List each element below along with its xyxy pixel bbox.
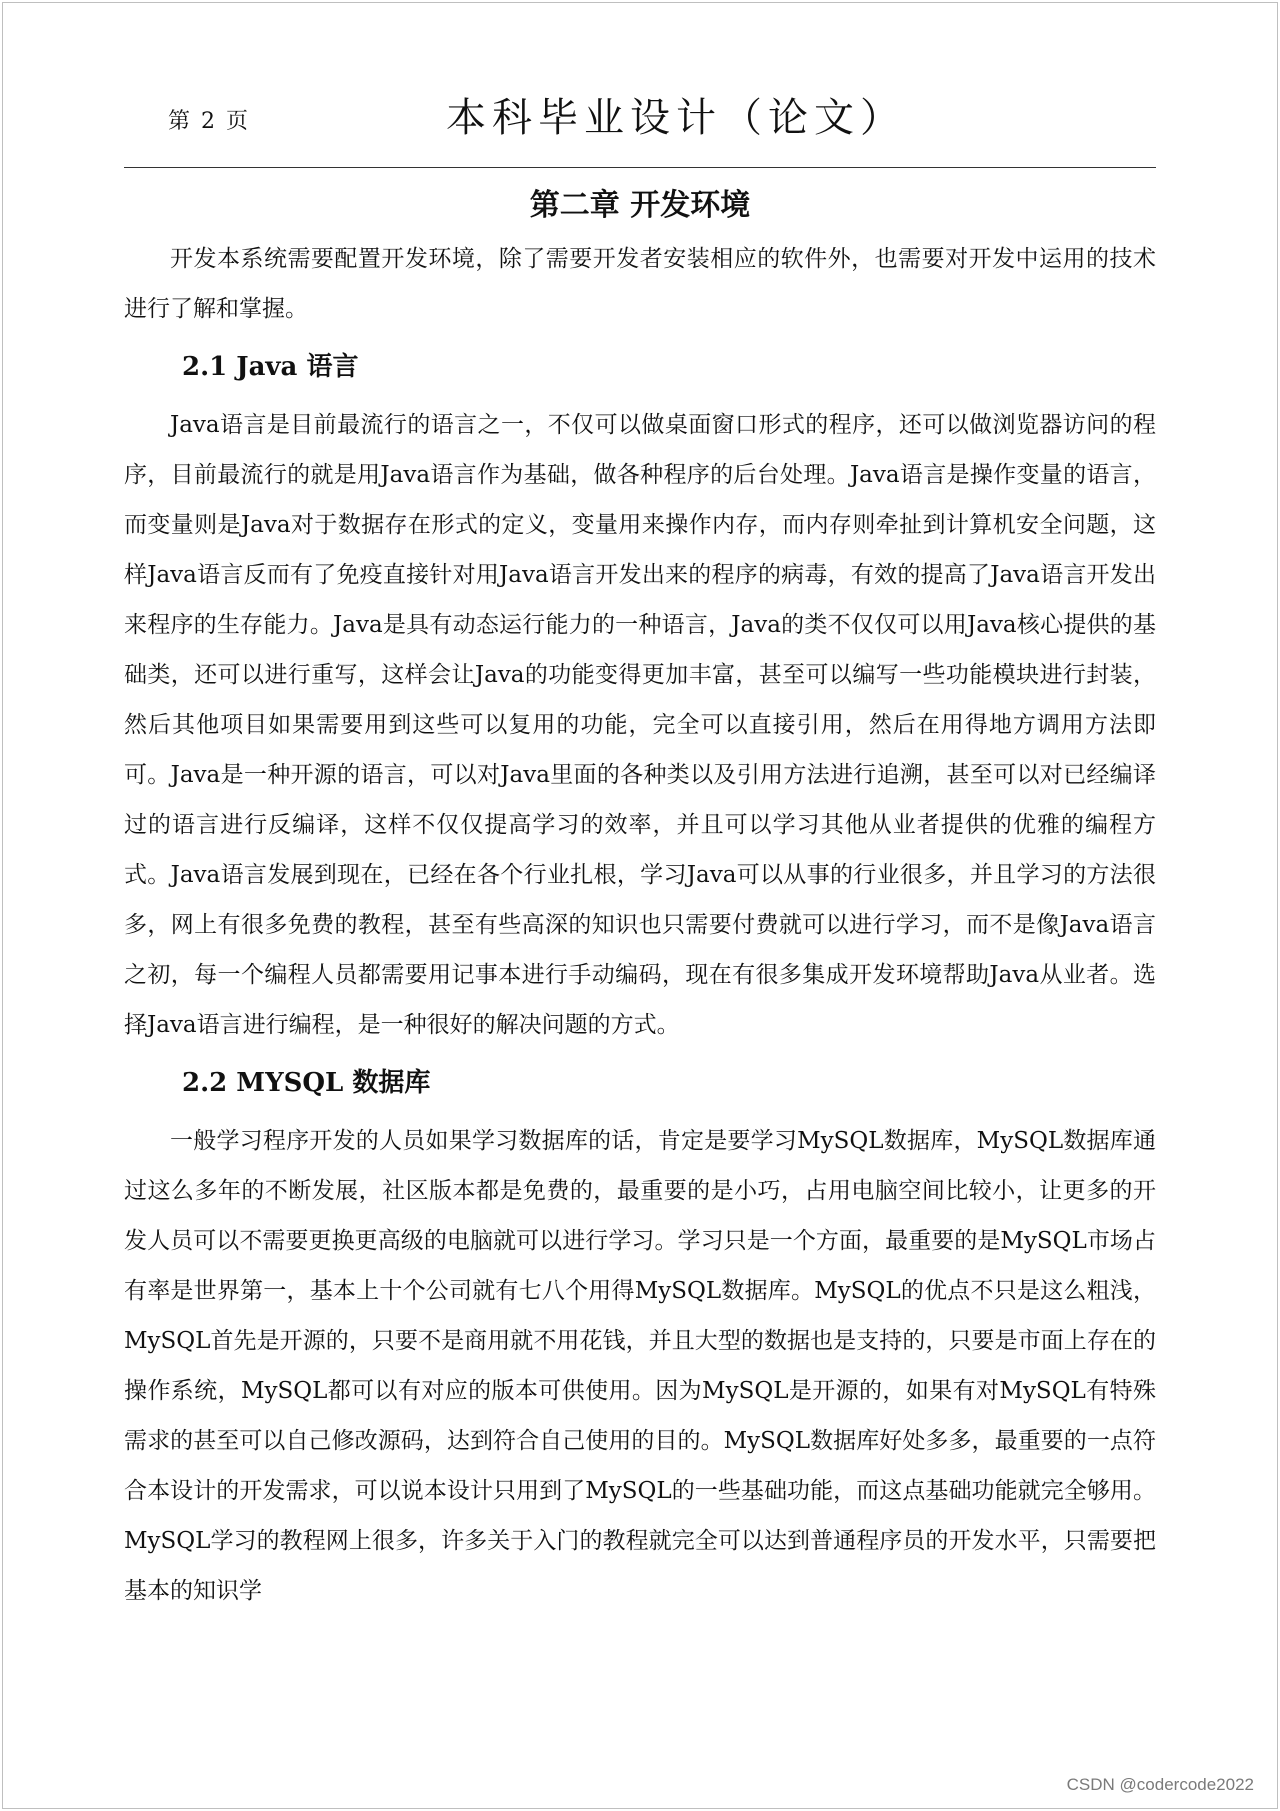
csdn-watermark: CSDN @codercode2022 bbox=[1066, 1775, 1254, 1794]
page-content bbox=[124, 178, 1156, 1616]
header-divider bbox=[124, 167, 1156, 168]
section-title-mysql: 2.2 MYSQL 数据库 bbox=[182, 1068, 431, 1098]
chapter-title: 第二章 开发环境 bbox=[529, 188, 751, 223]
section-body-mysql: 一般学习程序开发的人员如果学习数据库的话，肯定是要学习MySQL数据库，MySQL数据库通过这么多年的不断发展，社区版本都是免费的，最重要的是小巧，占用电脑空间比较小，让更多的开发人员可以不需要更换更高级的电脑就可以进行学习。学习只是一个方面，最重要的是MySQL市场占有率是世界第一，基本上十个公司就有七八个用得MySQL数据库。MySQL的优点不只是这么粗浅，MySQL首先是开源的，只要不是商用就不用花钱，并且大型的数据也是支持的，只要是市面上存在的操作系统，MySQL都可以有对应的版本可供使用。因为MySQL是开源的，如果有对MySQL有特殊需求的甚至可以自己修改源码，达到符合自己使用的目的。MySQL数据库好处多多，最重要的一点符合本设计的开发需求，可以说本设计只用到了MySQL的一些基础功能，而这点基础功能就完全够用。MySQL学习的教程网上很多，许多关于入门的教程就完全可以达到普通程序员的开发水平，只需要把基本的知识学 bbox=[124, 1128, 1156, 1604]
section-title-java: 2.1 Java 语言 bbox=[182, 352, 359, 382]
chapter-intro-paragraph: 开发本系统需要配置开发环境，除了需要开发者安装相应的软件外，也需要对开发中运用的技术进行了解和掌握。 bbox=[124, 246, 1156, 322]
header-title: 本科毕业设计（论文） bbox=[446, 95, 906, 141]
section-body-java: Java语言是目前最流行的语言之一，不仅可以做桌面窗口形式的程序，还可以做浏览器访问的程序，目前最流行的就是用Java语言作为基础，做各种程序的后台处理。Java语言是操作变量的语言，而变量则是Java对于数据存在形式的定义，变量用来操作内存，而内存则牵扯到计算机安全问题，这样Java语言反而有了免疫直接针对用Java语言开发出来的程序的病毒，有效的提高了Java语言开发出来程序的生存能力。Java是具有动态运行能力的一种语言，Java的类不仅仅可以用Java核心提供的基础类，还可以进行重写，这样会让Java的功能变得更加丰富，甚至可以编写一些功能模块进行封装，然后其他项目如果需要用到这些可以复用的功能，完全可以直接引用，然后在用得地方调用方法即可。Java是一种开源的语言，可以对Java里面的各种类以及引用方法进行追溯，甚至可以对已经编译过的语言进行反编译，这样不仅仅提高学习的效率，并且可以学习其他从业者提供的优雅的编程方式。Java语言发展到现在，已经在各个行业扎根，学习Java可以从事的行业很多，并且学习的方法很多，网上有很多免费的教程，甚至有些高深的知识也只需要付费就可以进行学习，而不是像Java语言之初，每一个编程人员都需要用记事本进行手动编码，现在有很多集成开发环境帮助Java从业者。选择Java语言进行编程，是一种很好的解决问题的方式。 bbox=[124, 412, 1156, 1038]
page-number: 第 2 页 bbox=[168, 109, 250, 134]
